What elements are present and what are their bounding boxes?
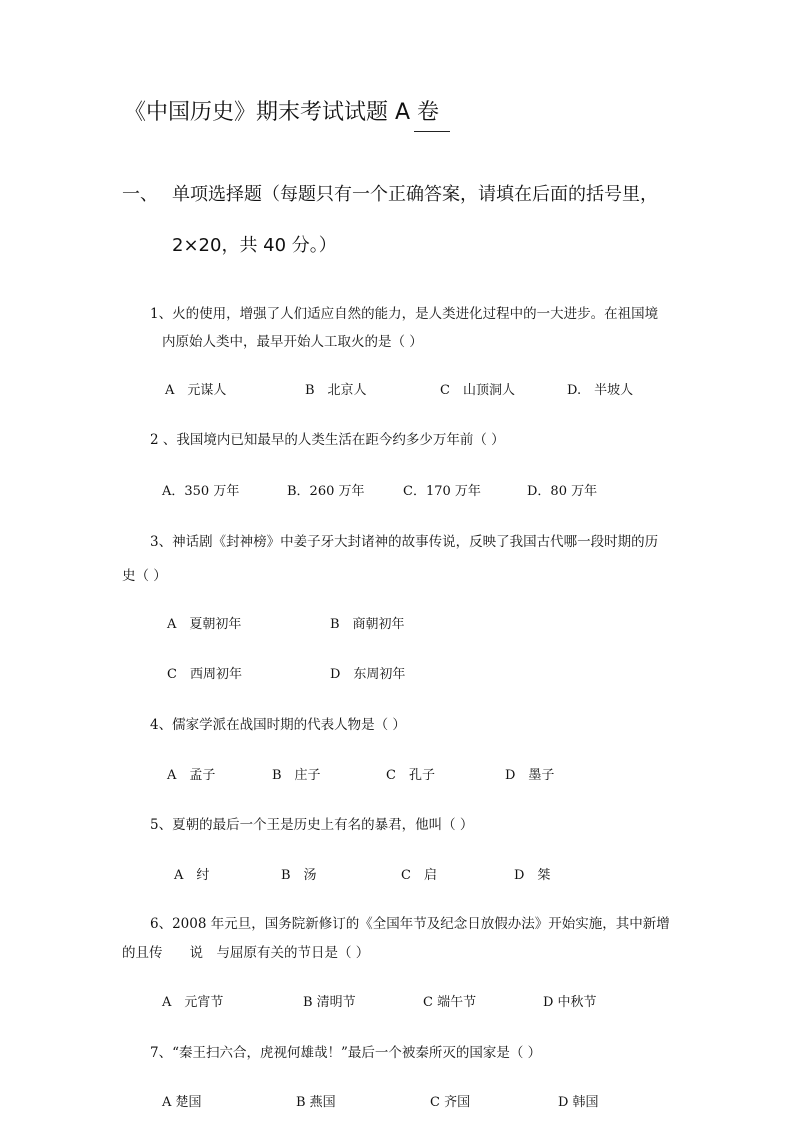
question-6-option-c: C 端午节 — [423, 995, 477, 1010]
title-underline — [414, 131, 450, 132]
question-1-option-a: A 元谋人 — [165, 383, 227, 398]
question-4-option-b: B 庄子 — [272, 768, 321, 783]
question-7-option-c: C 齐国 — [430, 1095, 471, 1110]
question-4-option-a: A 孟子 — [167, 768, 216, 783]
question-5-option-d: D 桀 — [514, 868, 551, 883]
page-title: 《中国历史》期末考试试题 A 卷 — [124, 100, 440, 125]
question-2-line-1: 2 、我国境内已知最早的人类生活在距今约多少万年前（ ） — [150, 432, 505, 448]
question-5-line-1: 5、夏朝的最后一个王是历史上有名的暴君，他叫（ ） — [150, 817, 474, 833]
question-3-line-1: 3、神话剧《封神榜》中姜子牙大封诸神的故事传说，反映了我国古代哪一段时期的历 — [150, 534, 659, 550]
question-5-option-b: B 汤 — [281, 868, 317, 883]
question-6-option-b: B 清明节 — [303, 995, 356, 1010]
question-2-option-a: A．350 万年 — [162, 484, 240, 499]
question-3-line-2: 史（ ） — [122, 568, 167, 584]
question-4-option-d: D 墨子 — [505, 768, 555, 783]
question-6-line-1: 6、2008 年元旦，国务院新修订的《全国年节及纪念日放假办法》开始实施，其中新增 — [150, 916, 670, 932]
question-5-option-c: C 启 — [401, 868, 437, 883]
question-1-line-2: 内原始人类中，最早开始人工取火的是（ ） — [162, 334, 423, 350]
question-7-line-1: 7、“秦王扫六合，虎视何雄哉！”最后一个被秦所灭的国家是（ ） — [150, 1045, 542, 1061]
question-5-option-a: A 纣 — [174, 868, 210, 883]
question-1-option-d: D. 半坡人 — [567, 383, 634, 398]
question-3-option-b: B 商朝初年 — [330, 617, 405, 632]
question-1-line-1: 1、火的使用，增强了人们适应自然的能力，是人类进化过程中的一大进步。在祖国境 — [150, 306, 659, 322]
question-4-line-1: 4、儒家学派在战国时期的代表人物是（ ） — [150, 717, 406, 733]
section-heading: 单项选择题（每题只有一个正确答案，请填在后面的括号里， — [172, 184, 658, 205]
question-2-option-c: C．170 万年 — [403, 484, 481, 499]
section-number: 一、 — [122, 184, 158, 205]
question-2-option-b: B．260 万年 — [287, 484, 365, 499]
question-7-option-d: D 韩国 — [558, 1095, 599, 1110]
question-3-option-d: D 东周初年 — [330, 667, 406, 682]
question-6-option-a: A 元宵节 — [162, 995, 224, 1010]
question-6-option-d: D 中秋节 — [543, 995, 597, 1010]
question-7-option-a: A 楚国 — [162, 1095, 202, 1110]
question-3-option-c: C 西周初年 — [167, 667, 242, 682]
question-4-option-c: C 孔子 — [386, 768, 435, 783]
question-2-option-d: D．80 万年 — [527, 484, 598, 499]
question-1-option-c: C 山顶洞人 — [440, 383, 515, 398]
question-6-line-2: 的且传 说 与屈原有关的节日是（ ） — [122, 945, 370, 961]
question-1-option-b: B 北京人 — [305, 383, 367, 398]
question-7-option-b: B 燕国 — [296, 1095, 336, 1110]
section-heading-line2: 2×20，共 40 分。） — [172, 235, 337, 256]
question-3-option-a: A 夏朝初年 — [167, 617, 242, 632]
